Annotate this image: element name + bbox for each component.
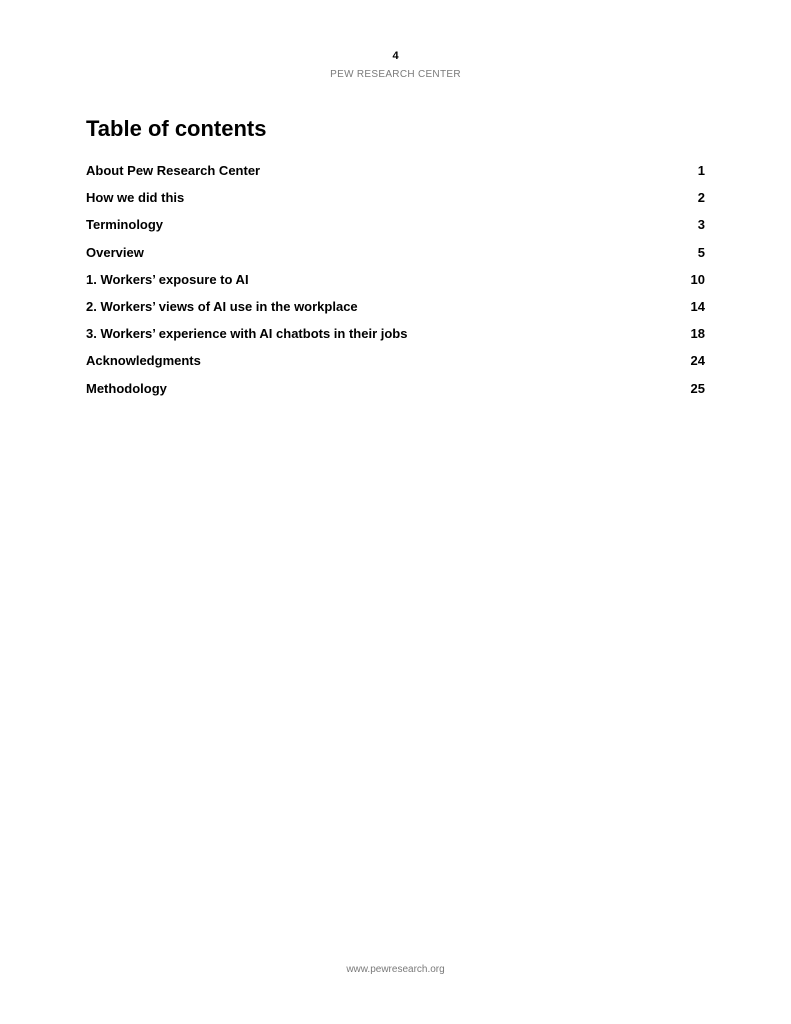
footer-url[interactable]: www.pewresearch.org — [346, 964, 445, 975]
toc-entry-page: 5 — [697, 244, 705, 260]
toc-entry-about[interactable] — [86, 163, 705, 190]
page-number: 4 — [392, 50, 399, 62]
toc-entry-acknowledgments[interactable] — [86, 353, 705, 380]
toc-entry-overview[interactable] — [86, 245, 705, 272]
toc-title: Table of contents — [86, 116, 267, 141]
toc-entry-page: 24 — [690, 353, 705, 369]
toc-entry-label: About Pew Research Center — [86, 163, 261, 178]
toc-entry-label: How we did this — [86, 190, 185, 206]
toc-list — [86, 163, 705, 408]
toc-entry-chapter-3[interactable] — [86, 326, 705, 353]
toc-entry-chapter-1[interactable] — [86, 272, 705, 299]
toc-entry-methodology[interactable] — [86, 381, 705, 408]
toc-entry-label: Acknowledgments — [86, 353, 201, 369]
toc-entry-label: Methodology — [86, 380, 167, 396]
toc-entry-chapter-2[interactable] — [86, 299, 705, 326]
toc-entry-page: 3 — [697, 217, 705, 233]
running-header: PEW RESEARCH CENTER — [330, 69, 461, 80]
toc-entry-page: 2 — [697, 190, 705, 206]
toc-entry-page: 18 — [690, 326, 705, 342]
toc-entry-label: 2. Workers’ views of AI use in the workplace — [86, 298, 358, 314]
toc-entry-terminology[interactable] — [86, 217, 705, 244]
toc-entry-label: Overview — [86, 244, 144, 260]
toc-entry-label: 3. Workers’ experience with AI chatbots in their jobs — [86, 326, 408, 342]
toc-entry-page: 25 — [690, 380, 705, 396]
toc-entry-label: 1. Workers’ exposure to AI — [86, 271, 249, 287]
toc-entry-page: 1 — [697, 163, 705, 178]
toc-entry-label: Terminology — [86, 217, 164, 233]
toc-entry-how-we-did-this[interactable] — [86, 190, 705, 217]
toc-entry-page: 10 — [690, 271, 705, 287]
toc-entry-page: 14 — [690, 298, 705, 314]
